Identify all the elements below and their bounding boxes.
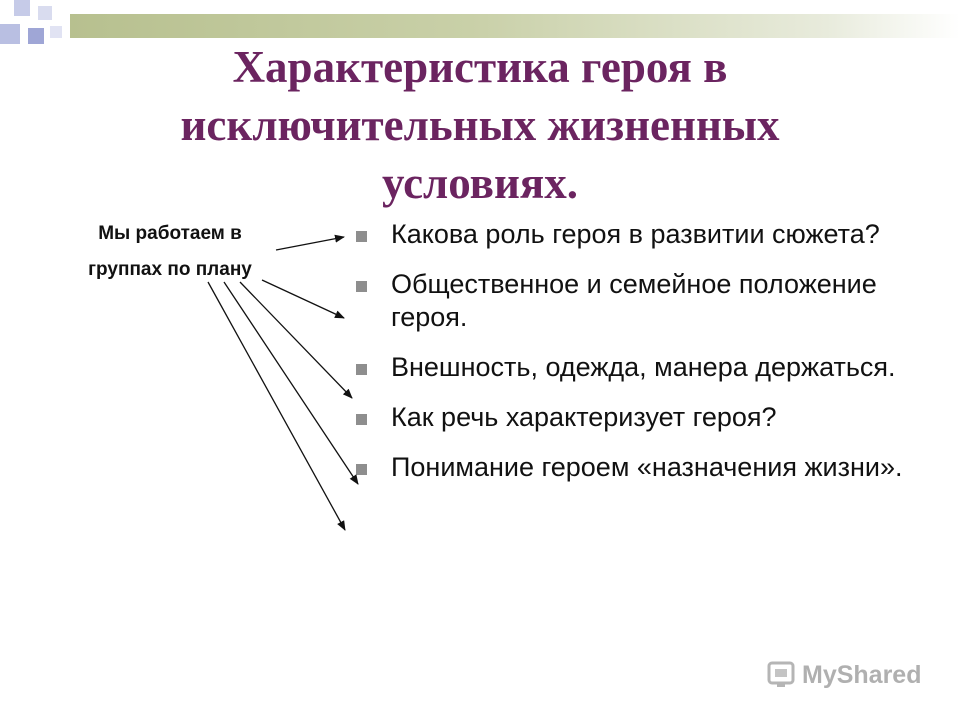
myshared-logo-icon <box>766 660 796 688</box>
bullet-square-icon <box>356 414 367 425</box>
title-line-1: Характеристика героя в <box>232 42 728 92</box>
list-item-text: Общественное и семейное положение героя. <box>391 269 877 332</box>
label-line-1: Мы работаем в <box>98 223 242 244</box>
watermark-text: MyShared <box>802 661 922 689</box>
list-item <box>356 451 916 484</box>
group-work-label <box>40 216 300 288</box>
label-line-2: группах по плану <box>88 259 252 280</box>
header-bar <box>70 14 960 38</box>
list-item <box>356 351 916 384</box>
title-line-2: исключительных жизненных <box>180 100 780 150</box>
slide-title <box>80 38 880 212</box>
list-item-text: Как речь характеризует героя? <box>391 402 777 432</box>
title-line-3: условиях. <box>381 158 579 208</box>
list-item <box>356 218 916 251</box>
list-item <box>356 401 916 434</box>
corner-decoration <box>0 0 80 60</box>
bullet-square-icon <box>356 364 367 375</box>
bullet-square-icon <box>356 281 367 292</box>
arrow-5 <box>208 282 345 530</box>
bullet-square-icon <box>356 464 367 475</box>
arrow-4 <box>224 282 358 484</box>
bullet-square-icon <box>356 231 367 242</box>
arrow-3 <box>240 282 352 398</box>
myshared-watermark <box>766 658 936 692</box>
plan-list <box>356 218 916 501</box>
list-item-text: Внешность, одежда, манера держаться. <box>391 352 896 382</box>
list-item-text: Понимание героем «назначения жизни». <box>391 452 903 482</box>
list-item-text: Какова роль героя в развитии сюжета? <box>391 219 880 249</box>
list-item <box>356 268 916 334</box>
